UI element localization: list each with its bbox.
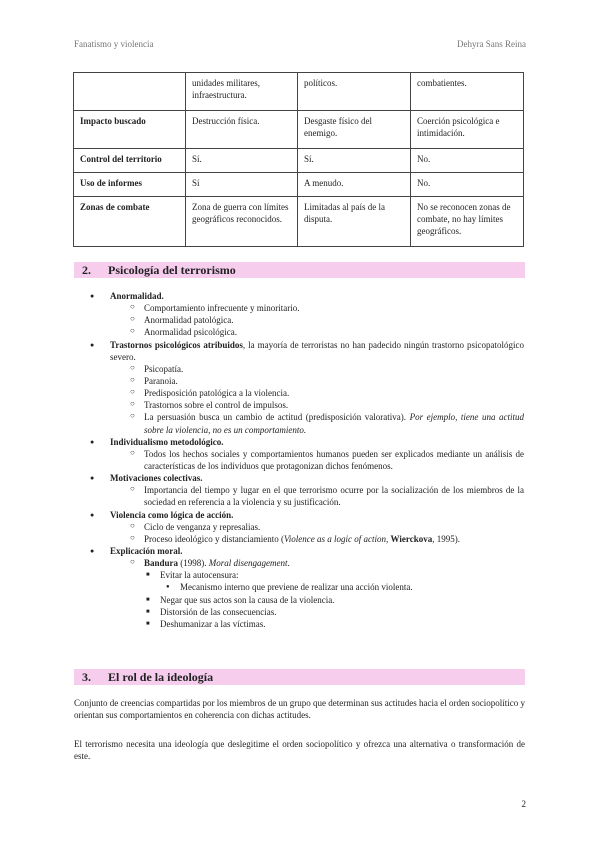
list-item: ○ Importancia del tiempo y lugar en el que terrorismo ocurre por la socialización de los miembros de la sociedad en referencia a la violencia y su justificación. [130,484,524,508]
table-cell: Zona de guerra con límites geográficos reconocidos. [186,197,298,247]
list-item [90,290,524,339]
citation-title: Moral disengagement [208,558,288,569]
table-row [74,111,524,149]
table-cell: Zonas de combate [74,197,186,247]
section-number: 2. [82,263,91,277]
header-title: Fanatismo y violencia [74,39,154,49]
table-cell: unidades militares, infraestructura. [186,73,298,111]
list-item [130,533,524,545]
list-item-text: (1998). [178,558,209,569]
psychology-list [90,290,524,630]
list-item: ■ Negar que sus actos son la causa de la violencia. [146,594,524,606]
table-cell: Control del territorio [74,149,186,173]
section-title: El rol de la ideología [108,670,214,684]
table-cell: Impacto buscado [74,111,186,149]
list-item [90,339,524,436]
list-item-text: Proceso ideológico y distanciamiento ( [144,533,284,544]
table-cell [74,73,186,111]
table-cell: Limitadas al país de la disputa. [298,197,411,247]
table-cell: Destrucción física. [186,111,298,149]
list-item: ○ Predisposición patológica a la violencia. [130,387,524,399]
list-item-text: La persuasión busca un cambio de actitud (predisposición valorativa). [144,412,410,423]
page-header [74,38,526,52]
list-item-title: Explicación moral. [110,545,183,556]
list-item [130,557,524,630]
table-row [74,173,524,197]
table-cell: Uso de informes [74,173,186,197]
list-item-title: Trastornos psicológicos atribuidos [110,339,243,350]
list-item-text: , [386,533,391,544]
list-item [90,436,524,472]
list-item [90,545,524,630]
table-cell: Sí [186,173,298,197]
body-paragraph: El terrorismo necesita una ideología que deslegitime el orden sociopolítico y ofrezca una alternativa o transformación de este. [74,739,525,762]
list-item: ■ Distorsión de las consecuencias. [146,606,524,618]
list-item-text: . [287,558,290,569]
table-cell: Sí. [186,149,298,173]
table-cell: No se reconocen zonas de combate, no hay límites geográficos. [411,197,524,247]
section-heading-2 [74,262,525,278]
citation-title: Violence as a logic of action [283,533,387,544]
citation-author: Wierckova [390,533,433,544]
list-item [90,509,524,545]
list-item: ○ Trastornos sobre el control de impulsos. [130,399,524,411]
table-cell: Coerción psicológica e intimidación. [411,111,524,149]
list-item [146,569,524,593]
list-item: ○ Comportamiento infrecuente y minoritario. [130,302,524,314]
section-title: Psicología del terrorismo [108,263,236,277]
table-row [74,73,524,111]
list-item: ● Mecanismo interno que previene de realizar una acción violenta. [166,581,524,593]
table-cell: No. [411,149,524,173]
comparison-table [73,72,524,247]
table-cell: No. [411,173,524,197]
list-item-text: Evitar la autocensura: [160,570,239,581]
page-number: 2 [521,799,526,809]
table-row [74,149,524,173]
list-item: ○ Todos los hechos sociales y comportamientos humanos pueden ser explicados mediante un análisis de características de los individuos que protagonizan dichos fenómenos. [130,448,524,472]
list-item: ○ Anormalidad psicológica. [130,326,524,338]
list-item: ○ Paranoia. [130,375,524,387]
list-item-title: Motivaciones colectivas. [110,473,203,484]
header-author: Dehyra Sans Reina [457,39,526,49]
list-item: ○ Anormalidad patológica. [130,314,524,326]
list-item-text: , la mayoría de terroristas no han padecido ningún trastorno psicopatológico severo. [110,339,524,362]
list-item-title: Individualismo metodológico. [110,436,224,447]
section-number: 3. [82,670,91,684]
table-cell: políticos. [298,73,411,111]
list-item: ○ Psicopatía. [130,363,524,375]
section-heading-3 [74,669,525,685]
list-item [90,472,524,508]
list-item: ○ Ciclo de venganza y represalias. [130,521,524,533]
list-item: ■ Deshumanizar a las víctimas. [146,618,524,630]
table-cell: Sí. [298,149,411,173]
list-item [130,411,524,435]
list-item-title: Anormalidad. [110,291,164,301]
list-item-title: Violencia como lógica de acción. [110,509,234,520]
list-item-text: , 1995). [432,533,460,544]
body-paragraph: Conjunto de creencias compartidas por los miembros de un grupo que determinan sus actitudes hacia el orden sociopolítico y orientan sus comportamientos en coherencia con dichas actitudes. [74,698,525,721]
citation-author: Bandura [144,558,179,569]
table-cell: Desgaste físico del enemigo. [298,111,411,149]
table-cell: A menudo. [298,173,411,197]
list-item-example: Por ejemplo, tiene una actitud sobre la violencia, no es un comportamiento. [144,412,525,435]
table-row [74,197,524,247]
table-cell: combatientes. [411,73,524,111]
